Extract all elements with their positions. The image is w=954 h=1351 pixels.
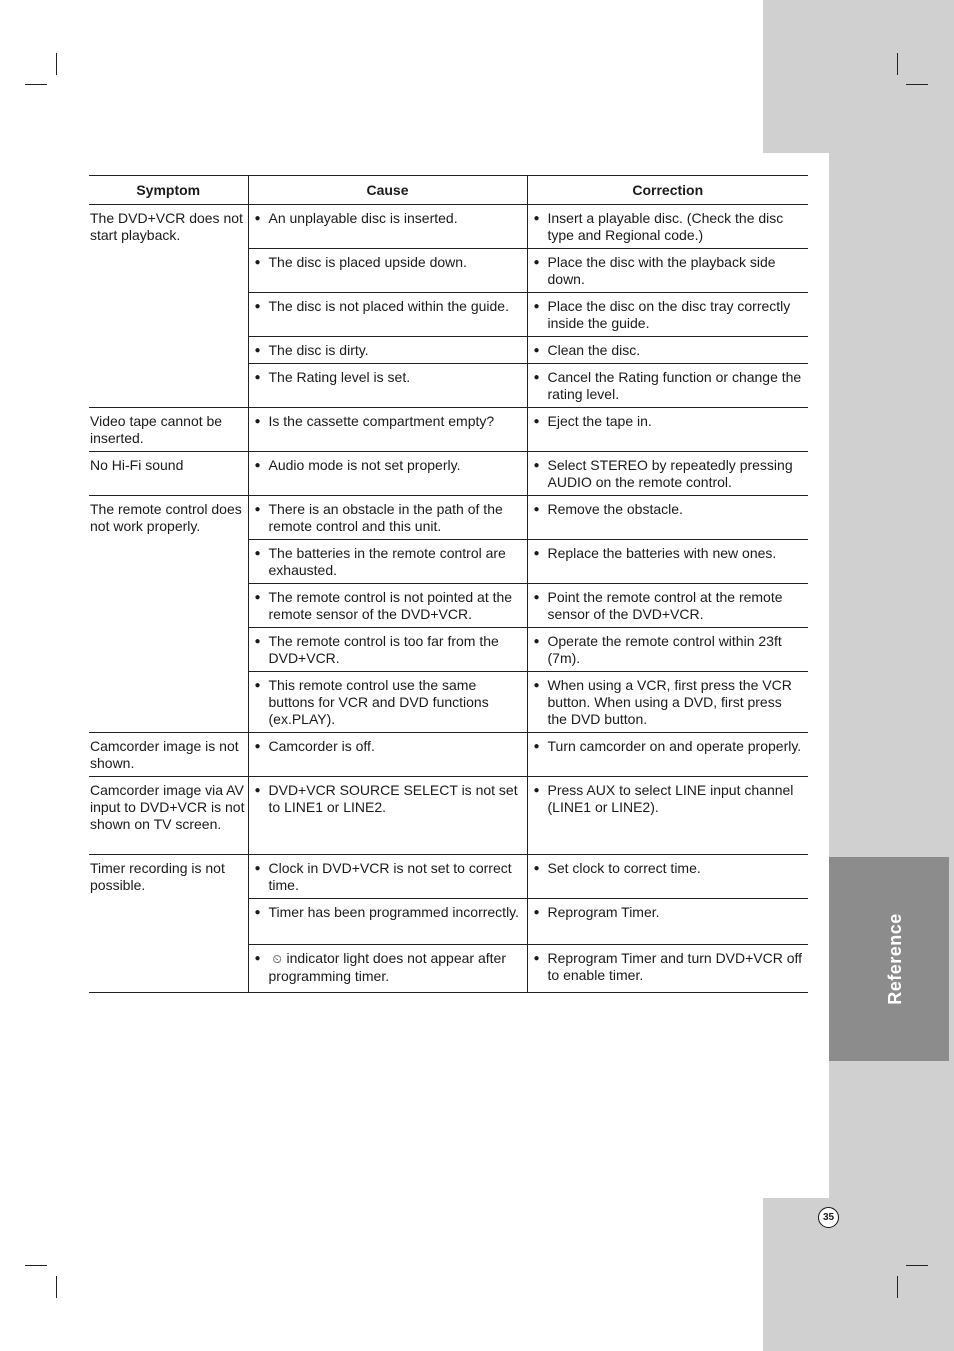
- symptom-cell: [89, 945, 248, 993]
- table-row: [89, 628, 808, 672]
- bullet-icon: ●: [254, 548, 261, 559]
- header-cause: Cause: [248, 176, 527, 205]
- symptom-cell: The DVD+VCR does not start playback.: [90, 210, 243, 243]
- cause-cell: ● ⏲ indicator light does not appear after programming timer.: [248, 945, 527, 993]
- cause-cell: ● An unplayable disc is inserted.: [248, 205, 527, 249]
- bullet-icon: ●: [254, 680, 261, 691]
- bullet-icon: ●: [533, 680, 540, 691]
- correction-cell: ● Cancel the Rating function or change the rating level.: [527, 364, 808, 408]
- bullet-icon: ●: [533, 785, 540, 796]
- table-row: [89, 584, 808, 628]
- symptom-cell: [89, 293, 248, 337]
- cause-cell: ● The remote control is not pointed at the remote sensor of the DVD+VCR.: [248, 584, 527, 628]
- bullet-icon: ●: [254, 953, 261, 964]
- table-row: [89, 777, 808, 855]
- correction-cell: ● Reprogram Timer and turn DVD+VCR off to enable timer.: [527, 945, 808, 993]
- table-row: [89, 293, 808, 337]
- crop-mark: [897, 53, 898, 75]
- section-tab-label: Reference: [884, 913, 905, 1005]
- table-row: [89, 672, 808, 733]
- table-row: [89, 408, 808, 452]
- correction-cell: ● Set clock to correct time.: [527, 855, 808, 899]
- table-row: [89, 249, 808, 293]
- cause-cell: ● The batteries in the remote control are exhausted.: [248, 540, 527, 584]
- crop-mark: [56, 53, 57, 75]
- table-row: [89, 364, 808, 408]
- correction-cell: ● Operate the remote control within 23ft (7m).: [527, 628, 808, 672]
- bullet-icon: ●: [533, 460, 540, 471]
- correction-cell: ● Turn camcorder on and operate properly.: [527, 733, 808, 777]
- crop-mark: [56, 1276, 57, 1298]
- bullet-icon: ●: [533, 548, 540, 559]
- table-row: [89, 205, 808, 249]
- crop-mark: [25, 84, 47, 85]
- section-tab[interactable]: [829, 857, 949, 1061]
- bullet-icon: ●: [533, 907, 540, 918]
- bullet-icon: ●: [533, 213, 540, 224]
- bullet-icon: ●: [533, 863, 540, 874]
- bullet-icon: ●: [533, 636, 540, 647]
- correction-cell: ● Select STEREO by repeatedly pressing AUDIO on the remote control.: [527, 452, 808, 496]
- table-row: [89, 540, 808, 584]
- table-row: [89, 899, 808, 945]
- cause-cell: ● Timer has been programmed incorrectly.: [248, 899, 527, 945]
- correction-cell: ● Reprogram Timer.: [527, 899, 808, 945]
- crop-mark: [906, 84, 928, 85]
- symptom-cell: Camcorder image via AV input to DVD+VCR is not shown on TV screen.: [89, 777, 248, 855]
- bullet-icon: ●: [254, 741, 261, 752]
- cause-cell: ● The remote control is too far from the DVD+VCR.: [248, 628, 527, 672]
- crop-mark: [897, 1276, 898, 1298]
- table-row: [89, 452, 808, 496]
- bullet-icon: ●: [254, 907, 261, 918]
- cause-cell: ● There is an obstacle in the path of the remote control and this unit.: [248, 496, 527, 540]
- table-row: [89, 733, 808, 777]
- bullet-icon: ●: [254, 460, 261, 471]
- correction-cell: ● Insert a playable disc. (Check the disc type and Regional code.): [527, 205, 808, 249]
- bullet-icon: ●: [533, 953, 540, 964]
- symptom-cell: [89, 249, 248, 293]
- table-row: [89, 945, 808, 993]
- side-band-top: [763, 0, 954, 153]
- cause-cell: ● Is the cassette compartment empty?: [248, 408, 527, 452]
- bullet-icon: ●: [254, 504, 261, 515]
- symptom-cell: [89, 364, 248, 408]
- symptom-cell: [89, 540, 248, 584]
- bullet-icon: ●: [254, 416, 261, 427]
- correction-cell: ● Replace the batteries with new ones.: [527, 540, 808, 584]
- correction-cell: ● When using a VCR, first press the VCR button. When using a DVD, first press the DVD button.: [527, 672, 808, 733]
- cause-cell: ● The Rating level is set.: [248, 364, 527, 408]
- cause-cell: ● Clock in DVD+VCR is not set to correct time.: [248, 855, 527, 899]
- cause-cell: ● The disc is dirty.: [248, 337, 527, 364]
- bullet-icon: ●: [254, 213, 261, 224]
- bullet-icon: ●: [533, 372, 540, 383]
- bullet-icon: ●: [254, 372, 261, 383]
- bullet-icon: ●: [254, 592, 261, 603]
- table-row: [89, 855, 808, 899]
- correction-cell: ● Clean the disc.: [527, 337, 808, 364]
- symptom-cell: Camcorder image is not shown.: [89, 733, 248, 777]
- header-symptom: Symptom: [89, 176, 248, 205]
- symptom-cell: [89, 584, 248, 628]
- cause-cell: ● Audio mode is not set properly.: [248, 452, 527, 496]
- bullet-icon: ●: [254, 257, 261, 268]
- bullet-icon: ●: [533, 504, 540, 515]
- bullet-icon: ●: [533, 416, 540, 427]
- table-header-row: [89, 176, 808, 205]
- table-row: [89, 496, 808, 540]
- symptom-cell: No Hi-Fi sound: [89, 452, 248, 496]
- symptom-cell: Video tape cannot be inserted.: [89, 408, 248, 452]
- symptom-cell: The remote control does not work properly.: [90, 501, 242, 534]
- bullet-icon: ●: [254, 863, 261, 874]
- correction-cell: ● Place the disc on the disc tray correctly inside the guide.: [527, 293, 808, 337]
- page-number: 35: [818, 1207, 839, 1228]
- symptom-cell: [89, 899, 248, 945]
- crop-mark: [906, 1265, 928, 1266]
- correction-cell: ● Press AUX to select LINE input channel (LINE1 or LINE2).: [527, 777, 808, 855]
- cause-cell: ● This remote control use the same buttons for VCR and DVD functions (ex.PLAY).: [248, 672, 527, 733]
- troubleshooting-table: [89, 175, 808, 993]
- header-correction: Correction: [527, 176, 808, 205]
- bullet-icon: ●: [533, 741, 540, 752]
- correction-cell: ● Place the disc with the playback side down.: [527, 249, 808, 293]
- cause-cell: ● The disc is placed upside down.: [248, 249, 527, 293]
- cause-cell: ● Camcorder is off.: [248, 733, 527, 777]
- symptom-cell: [89, 672, 248, 733]
- correction-cell: ● Point the remote control at the remote sensor of the DVD+VCR.: [527, 584, 808, 628]
- bullet-icon: ●: [533, 257, 540, 268]
- cause-cell: ● DVD+VCR SOURCE SELECT is not set to LINE1 or LINE2.: [248, 777, 527, 855]
- symptom-cell: Timer recording is not possible.: [90, 860, 225, 893]
- bullet-icon: ●: [533, 592, 540, 603]
- correction-cell: ● Eject the tape in.: [527, 408, 808, 452]
- bullet-icon: ●: [533, 301, 540, 312]
- bullet-icon: ●: [254, 785, 261, 796]
- bullet-icon: ●: [254, 636, 261, 647]
- symptom-cell: [89, 628, 248, 672]
- table-row: [89, 337, 808, 364]
- bullet-icon: ●: [533, 345, 540, 356]
- bullet-icon: ●: [254, 345, 261, 356]
- crop-mark: [25, 1265, 47, 1266]
- side-band-bottom: [763, 1198, 954, 1351]
- correction-cell: ● Remove the obstacle.: [527, 496, 808, 540]
- timer-icon: ⏲: [272, 952, 282, 966]
- bullet-icon: ●: [254, 301, 261, 312]
- symptom-cell: [89, 337, 248, 364]
- cause-cell: ● The disc is not placed within the guide.: [248, 293, 527, 337]
